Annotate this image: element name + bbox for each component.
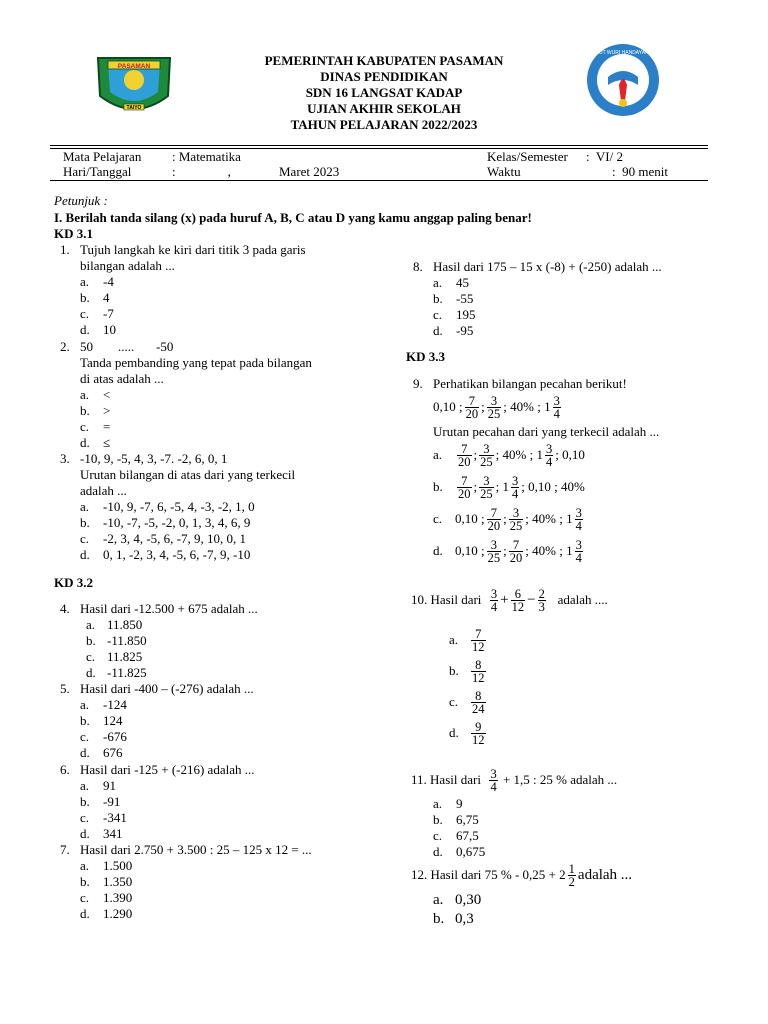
q8-option-c-letter: c. [433, 307, 443, 322]
q11-option-a-letter: a. [433, 796, 443, 811]
fraction-7-20 [457, 443, 472, 468]
fraction-9-12 [471, 721, 486, 746]
kd-3-2: KD 3.2 [54, 575, 93, 590]
minus-sign: − [527, 592, 536, 608]
decimal: 0,10 [455, 511, 478, 526]
fraction-3-25 [509, 507, 524, 532]
denominator: 20 [509, 550, 523, 565]
q1-option-b: 4 [103, 290, 110, 305]
denominator: 20 [458, 454, 471, 469]
header-line-2: DINAS PENDIDIKAN [320, 69, 448, 84]
q5-option-b-letter: b. [80, 713, 90, 728]
denominator: 4 [545, 454, 553, 469]
sep: ; [554, 479, 558, 494]
q11-option-d: 0,675 [456, 844, 486, 859]
fraction-7-12 [471, 628, 486, 653]
header-line-4: UJIAN AKHIR SEKOLAH [307, 101, 461, 116]
option-letter: a. [449, 632, 459, 647]
q2-option-c: = [103, 419, 111, 434]
q7-option-a: 1.500 [103, 858, 133, 873]
q5-option-d-letter: d. [80, 745, 90, 760]
q4-number: 4. [60, 601, 70, 616]
fraction-2-3 [538, 588, 546, 613]
q8-option-b-letter: b. [433, 291, 443, 306]
q12-option-b: 0,3 [455, 911, 474, 927]
q2-value-a: 50 [80, 339, 93, 354]
q3-option-c: -2, 3, 4, -5, 6, -7, 9, 10, 0, 1 [103, 531, 246, 546]
q8-option-d: -95 [456, 323, 474, 338]
fraction-3-25 [479, 443, 494, 468]
q3-option-b: -10, -7, -5, -2, 0, 1, 3, 4, 6, 9 [103, 515, 251, 530]
q12-question [411, 860, 632, 890]
sep: ; [459, 399, 463, 414]
whole: 1 [502, 479, 509, 494]
q2-option-a-letter: a. [80, 387, 90, 402]
numerator: 3 [575, 505, 582, 520]
fraction-6-12 [511, 588, 526, 613]
denominator: 12 [511, 599, 525, 614]
denominator: 20 [458, 486, 471, 501]
sep: ; [473, 479, 478, 494]
class-value: : VI/ 2 [586, 149, 623, 164]
q7-option-b-letter: b. [80, 874, 90, 889]
q5-option-a-letter: a. [80, 697, 90, 712]
q3-option-d-letter: d. [80, 547, 90, 562]
percent: 40% [561, 479, 585, 494]
denominator: 20 [465, 406, 479, 421]
sep: ; [503, 543, 507, 558]
q11-number: 11. [411, 772, 427, 787]
header-line-5: TAHUN PELAJARAN 2022/2023 [290, 117, 478, 132]
q1-option-d: 10 [103, 322, 116, 337]
sep: ; [481, 399, 485, 414]
sep: ; [495, 479, 500, 494]
whole: 1 [566, 543, 573, 558]
date-value: : , [172, 164, 231, 179]
plus-sign: + [500, 592, 509, 608]
fraction-3-4 [553, 395, 561, 420]
q6-option-d-letter: d. [80, 826, 90, 841]
kd-3-1: KD 3.1 [54, 226, 93, 241]
numerator: 3 [483, 441, 490, 456]
q9-option-c [433, 505, 585, 533]
fraction-7-20 [465, 395, 480, 420]
q8-option-a: 45 [456, 275, 469, 290]
decimal: 0,10 [455, 543, 478, 558]
q6-option-d: 341 [103, 826, 123, 841]
numerator: 3 [490, 537, 497, 552]
sep: ; [481, 543, 485, 558]
sep: ; [525, 543, 529, 558]
denominator: 4 [575, 550, 582, 565]
fraction-8-12 [471, 659, 486, 684]
denominator: 25 [480, 454, 493, 469]
q5-text: Hasil dari -400 – (-276) adalah ... [80, 681, 254, 696]
q2-option-c-letter: c. [80, 419, 90, 434]
q7-option-c-letter: c. [80, 890, 90, 905]
q1-text-2: bilangan adalah ... [80, 258, 175, 273]
q2-number: 2. [60, 339, 70, 354]
q7-option-a-letter: a. [80, 858, 90, 873]
option-letter: b. [449, 663, 459, 678]
numerator: 3 [490, 393, 498, 408]
fraction-3-4 [511, 475, 519, 500]
sep: ; [525, 511, 529, 526]
whole: 1 [536, 447, 543, 462]
sep: ; [521, 479, 525, 494]
q8-option-c: 195 [456, 307, 476, 322]
q11-option-b: 6,75 [456, 812, 479, 827]
q8-number: 8. [413, 259, 423, 274]
q7-option-d: 1.290 [103, 906, 133, 921]
q4-option-c-letter: c. [86, 649, 96, 664]
option-letter: d. [449, 725, 459, 740]
q9-number: 9. [413, 376, 423, 391]
numerator: 7 [468, 393, 475, 408]
q10-text-end: adalah .... [557, 592, 608, 607]
numerator: 3 [545, 441, 553, 456]
sep: ; [529, 447, 534, 462]
numerator: 1 [568, 861, 575, 876]
q4-option-b: -11.850 [107, 633, 147, 648]
q10-text: Hasil dari [430, 592, 482, 607]
header-line-1: PEMERINTAH KABUPATEN PASAMAN [264, 53, 504, 68]
subject-label: Mata Pelajaran [63, 149, 142, 164]
denominator: 25 [487, 406, 501, 421]
q5-option-a: -124 [103, 697, 127, 712]
q3-option-a: -10, 9, -7, 6, -5, 4, -3, -2, 1, 0 [103, 499, 255, 514]
numerator: 3 [512, 473, 519, 488]
numerator: 7 [512, 537, 520, 552]
fraction-3-4 [575, 539, 583, 564]
q6-number: 6. [60, 762, 70, 777]
q9-text: Perhatikan bilangan pecahan berikut! [433, 376, 627, 391]
q2-option-d-letter: d. [80, 435, 90, 450]
sep: ; [503, 399, 507, 414]
fraction-3-4 [545, 443, 553, 468]
q12-text-end: adalah ... [577, 867, 633, 883]
q9-option-b [433, 473, 585, 501]
q5-option-c-letter: c. [80, 729, 90, 744]
q12-option-b-letter: b. [433, 911, 445, 927]
fraction-3-25 [479, 475, 494, 500]
q2-option-b: > [103, 403, 111, 418]
percent: 40% [532, 511, 556, 526]
fraction-7-20 [487, 507, 502, 532]
q1-option-b-letter: b. [80, 290, 90, 305]
logo-right-text: TUT WURI HANDAYANI [595, 50, 651, 56]
q6-option-b-letter: b. [80, 794, 90, 809]
q6-option-a: 91 [103, 778, 116, 793]
denominator: 25 [509, 518, 523, 533]
option-letter: c. [449, 694, 459, 709]
q4-option-c: 11.825 [107, 649, 143, 664]
denominator: 20 [487, 518, 501, 533]
q7-option-b: 1.350 [103, 874, 133, 889]
q11-question [411, 765, 617, 795]
q3-sequence: -10, 9, -5, 4, 3, -7. -2, 6, 0, 1 [80, 451, 228, 466]
q9-decimal: 0,10 [433, 399, 456, 414]
numerator: 2 [538, 586, 545, 601]
q7-number: 7. [60, 842, 70, 857]
logo-left-motto: TAIYO [126, 105, 142, 111]
q1-option-c: -7 [103, 306, 114, 321]
sep: ; [473, 447, 478, 462]
fraction-3-25 [487, 539, 502, 564]
sep: ; [555, 447, 559, 462]
denominator: 25 [487, 550, 501, 565]
denominator: 3 [538, 599, 545, 614]
q1-option-c-letter: c. [80, 306, 90, 321]
q10-number: 10. [411, 592, 428, 607]
q6-option-b: -91 [103, 794, 121, 809]
q3-text-2: adalah ... [80, 483, 127, 498]
numerator: 8 [475, 688, 482, 703]
q8-option-b: -55 [456, 291, 474, 306]
q3-text: Urutan bilangan di atas dari yang terkecil [80, 467, 296, 482]
q11-option-d-letter: d. [433, 844, 443, 859]
q12-text: Hasil dari 75 % - 0,25 + 2 [430, 867, 566, 882]
q6-text: Hasil dari -125 + (-216) adalah ... [80, 762, 255, 777]
numerator: 3 [483, 473, 490, 488]
q7-text: Hasil dari 2.750 + 3.500 : 25 – 125 x 12 = ... [80, 842, 312, 857]
q5-option-c: -676 [103, 729, 127, 744]
q6-option-c: -341 [103, 810, 127, 825]
time-value: : 90 menit [612, 164, 668, 179]
numerator: 3 [490, 586, 498, 601]
numerator: 9 [475, 719, 482, 734]
percent: 40% [510, 399, 534, 414]
percent: 40% [502, 447, 527, 462]
logo-left-text: PASAMAN [117, 63, 151, 70]
denominator: 25 [480, 486, 493, 501]
fraction-3-25 [487, 395, 502, 420]
q1-option-a-letter: a. [80, 274, 90, 289]
instructions-text: I. Berilah tanda silang (x) pada huruf A, B, C atau D yang kamu anggap paling benar! [54, 210, 532, 225]
denominator: 12 [472, 639, 485, 654]
numerator: 7 [461, 441, 468, 456]
q3-option-c-letter: c. [80, 531, 90, 546]
q12-number: 12. [411, 867, 428, 882]
numerator: 3 [575, 537, 582, 552]
instructions-title: Petunjuk : [54, 193, 108, 208]
q9-question: Urutan pecahan dari yang terkecil adalah ... [433, 424, 660, 439]
date-label: Hari/Tanggal [63, 164, 132, 179]
denominator: 24 [472, 701, 485, 716]
denominator: 12 [472, 732, 485, 747]
denominator: 4 [490, 779, 497, 794]
q11-option-a: 9 [456, 796, 463, 811]
q3-option-d: 0, 1, -2, 3, 4, -5, 6, -7, 9, -10 [103, 547, 251, 562]
q9-option-d [433, 537, 585, 565]
rule-bottom [50, 180, 708, 181]
header-line-3: SDN 16 LANGSAT KADAP [305, 85, 463, 100]
decimal: 0,10 [528, 479, 551, 494]
time-label: Waktu [487, 164, 521, 179]
numerator: 7 [475, 626, 482, 641]
q3-option-b-letter: b. [80, 515, 90, 530]
q12-option-a-letter: a. [433, 892, 444, 908]
q10-question [411, 585, 608, 615]
fraction-3-4 [490, 588, 498, 613]
sep: ; [537, 399, 541, 414]
q4-option-a: 11.850 [107, 617, 143, 632]
q1-option-d-letter: d. [80, 322, 90, 337]
whole: 1 [566, 511, 573, 526]
q3-number: 3. [60, 451, 70, 466]
sep: ; [503, 511, 507, 526]
fraction-8-24 [471, 690, 486, 715]
percent: 40% [532, 543, 556, 558]
numerator: 3 [553, 393, 560, 408]
subject-value: : Matematika [172, 149, 241, 164]
q5-option-b: 124 [103, 713, 123, 728]
q8-text: Hasil dari 175 – 15 x (-8) + (-250) adalah ... [433, 259, 662, 274]
q9-fraction-list [433, 392, 563, 422]
q1-number: 1. [60, 242, 70, 257]
q11-text: Hasil dari [430, 772, 481, 787]
fraction-7-20 [509, 539, 524, 564]
q4-option-d: -11.825 [107, 665, 147, 680]
option-letter: c. [433, 511, 443, 526]
q1-option-a: -4 [103, 274, 114, 289]
numerator: 6 [514, 586, 521, 601]
denominator: 12 [472, 670, 485, 685]
q10-option-d [449, 719, 488, 747]
sep: ; [559, 543, 563, 558]
class-label: Kelas/Semester [487, 149, 568, 164]
whole: 1 [544, 399, 551, 414]
denominator: 4 [575, 518, 582, 533]
fraction-1-2 [568, 863, 576, 888]
q4-option-d-letter: d. [86, 665, 96, 680]
q2-option-a: < [103, 387, 111, 402]
denominator: 4 [490, 599, 498, 614]
q11-option-c-letter: c. [433, 828, 443, 843]
date-month: Maret 2023 [279, 164, 340, 179]
sep: ; [481, 511, 485, 526]
q5-option-d: 676 [103, 745, 123, 760]
numerator: 7 [461, 473, 468, 488]
q11-option-b-letter: b. [433, 812, 443, 827]
q8-option-a-letter: a. [433, 275, 443, 290]
q3-option-a-letter: a. [80, 499, 90, 514]
q9-option-a [433, 441, 585, 469]
q12-option-a: 0,30 [455, 892, 482, 908]
kd-3-3: KD 3.3 [406, 349, 445, 364]
denominator: 4 [512, 486, 519, 501]
q4-option-a-letter: a. [86, 617, 96, 632]
q8-option-d-letter: d. [433, 323, 443, 338]
fraction-3-4 [489, 768, 497, 793]
q11-option-c: 67,5 [456, 828, 479, 843]
q2-value-b: -50 [156, 339, 174, 354]
fraction-3-4 [575, 507, 583, 532]
option-letter: d. [433, 543, 443, 558]
q2-text: Tanda pembanding yang tepat pada bilangan [80, 355, 312, 370]
q10-option-a [449, 626, 488, 654]
numerator: 3 [490, 766, 497, 781]
numerator: 8 [475, 657, 482, 672]
q6-option-a-letter: a. [80, 778, 90, 793]
option-letter: b. [433, 479, 443, 494]
denominator: 4 [553, 406, 560, 421]
q1-text: Tujuh langkah ke kiri dari titik 3 pada garis [80, 242, 306, 257]
q2-dots: ..... [118, 339, 135, 354]
q4-text: Hasil dari -12.500 + 675 adalah ... [80, 601, 258, 616]
fraction-7-20 [457, 475, 472, 500]
q11-text-end: + 1,5 : 25 % adalah ... [502, 772, 618, 787]
q2-text-2: di atas adalah ... [80, 371, 164, 386]
q6-option-c-letter: c. [80, 810, 90, 825]
sep: ; [495, 447, 500, 462]
sep: ; [559, 511, 563, 526]
q4-option-b-letter: b. [86, 633, 96, 648]
denominator: 2 [568, 874, 575, 889]
decimal: 0,10 [562, 447, 585, 462]
q5-number: 5. [60, 681, 70, 696]
q10-option-c [449, 688, 488, 716]
q2-option-d: ≤ [103, 435, 111, 450]
option-letter: a. [433, 447, 443, 462]
numerator: 7 [490, 505, 497, 520]
rule-top-1 [50, 145, 708, 146]
q7-option-c: 1.390 [103, 890, 133, 905]
numerator: 3 [512, 505, 520, 520]
q2-option-b-letter: b. [80, 403, 90, 418]
q10-option-b [449, 657, 488, 685]
q7-option-d-letter: d. [80, 906, 90, 921]
